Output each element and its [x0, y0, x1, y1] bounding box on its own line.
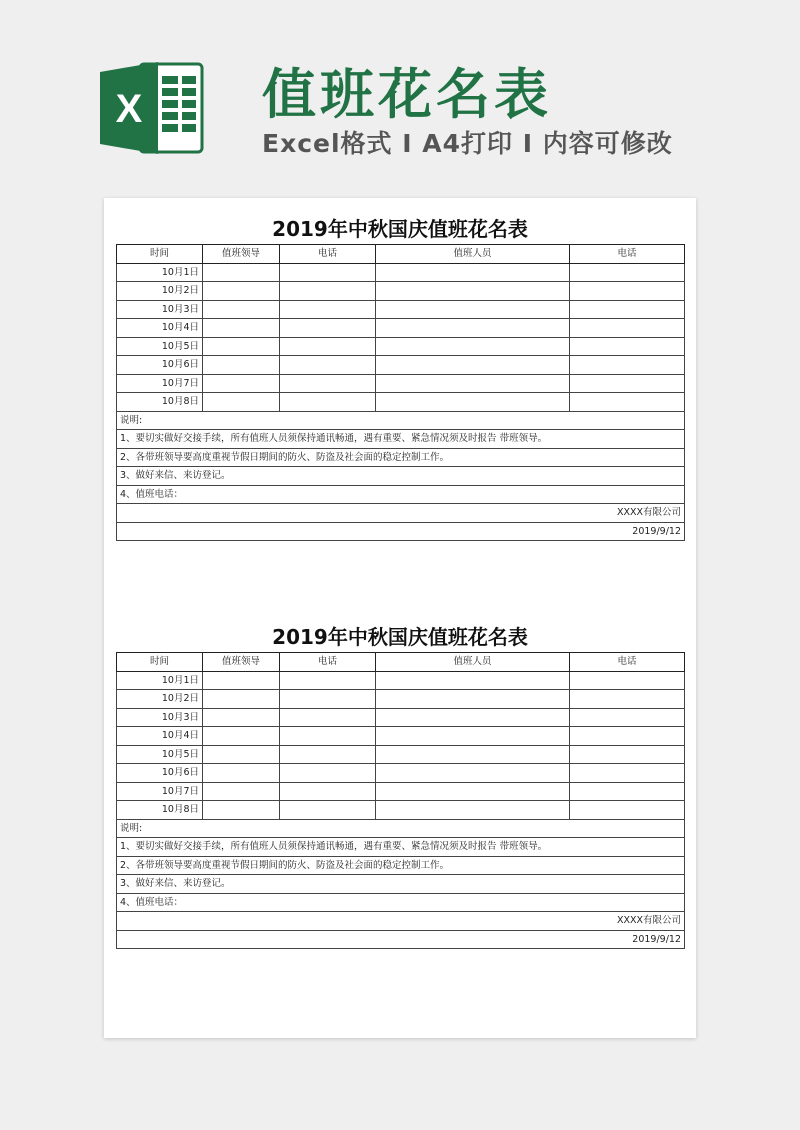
column-header: 值班领导: [203, 653, 280, 672]
excel-logo-icon: [100, 58, 204, 158]
logo-letter: X: [115, 87, 143, 131]
leader-phone-cell[interactable]: [280, 300, 376, 319]
note-row: [117, 838, 685, 857]
leader-cell[interactable]: [203, 319, 280, 338]
leader-cell[interactable]: [203, 374, 280, 393]
leader-phone-cell[interactable]: [280, 708, 376, 727]
leader-cell[interactable]: [203, 393, 280, 412]
date-cell: 10月8日: [117, 393, 203, 412]
date-cell: 10月3日: [117, 708, 203, 727]
column-header: 值班人员: [376, 653, 570, 672]
date-cell: 10月3日: [117, 300, 203, 319]
table-row: [117, 782, 685, 801]
note-text: 3、做好来信、来访登记。: [117, 467, 685, 486]
date-cell: 10月6日: [117, 764, 203, 783]
page-title: 值班花名表: [262, 63, 552, 126]
column-header: 值班领导: [203, 245, 280, 264]
note-row: [117, 875, 685, 894]
note-row: [117, 893, 685, 912]
staff-cell[interactable]: [376, 727, 570, 746]
staff-cell[interactable]: [376, 671, 570, 690]
note-text: 2、各带班领导要高度重视节假日期间的防火、防盗及社会面的稳定控制工作。: [117, 448, 685, 467]
leader-phone-cell[interactable]: [280, 690, 376, 709]
table-row: [117, 393, 685, 412]
staff-cell[interactable]: [376, 319, 570, 338]
date-row: [117, 522, 685, 541]
leader-phone-cell[interactable]: [280, 671, 376, 690]
staff-phone-cell[interactable]: [570, 764, 685, 783]
leader-cell[interactable]: [203, 690, 280, 709]
roster-table: [116, 652, 685, 949]
note-text: 4、值班电话：: [117, 893, 685, 912]
table-row: [117, 708, 685, 727]
header-row: [117, 653, 685, 672]
note-text: 说明:: [117, 411, 685, 430]
leader-cell[interactable]: [203, 337, 280, 356]
date-row: [117, 930, 685, 949]
company-row: [117, 504, 685, 523]
leader-phone-cell[interactable]: [280, 782, 376, 801]
column-header: 电话: [570, 245, 685, 264]
table-row: [117, 764, 685, 783]
leader-cell[interactable]: [203, 671, 280, 690]
company-name: XXXX有限公司: [117, 912, 685, 931]
table-row: [117, 337, 685, 356]
leader-cell[interactable]: [203, 300, 280, 319]
leader-phone-cell[interactable]: [280, 801, 376, 820]
column-header: 时间: [117, 653, 203, 672]
table-row: [117, 690, 685, 709]
note-row: [117, 430, 685, 449]
leader-cell[interactable]: [203, 764, 280, 783]
note-text: 1、要切实做好交接手续，所有值班人员须保持通讯畅通，遇有重要、紧急情况须及时报告 带班领导。: [117, 838, 685, 857]
staff-cell[interactable]: [376, 690, 570, 709]
header-row: [117, 245, 685, 264]
leader-cell[interactable]: [203, 282, 280, 301]
staff-cell[interactable]: [376, 300, 570, 319]
roster-sheet-1: [116, 198, 684, 541]
note-text: 说明:: [117, 819, 685, 838]
column-header: 电话: [280, 245, 376, 264]
staff-phone-cell[interactable]: [570, 801, 685, 820]
leader-phone-cell[interactable]: [280, 393, 376, 412]
leader-cell[interactable]: [203, 801, 280, 820]
column-header: 时间: [117, 245, 203, 264]
staff-phone-cell[interactable]: [570, 337, 685, 356]
staff-cell[interactable]: [376, 356, 570, 375]
staff-cell[interactable]: [376, 374, 570, 393]
staff-cell[interactable]: [376, 282, 570, 301]
table-row: [117, 356, 685, 375]
staff-phone-cell[interactable]: [570, 782, 685, 801]
staff-cell[interactable]: [376, 745, 570, 764]
column-header: 电话: [570, 653, 685, 672]
staff-cell[interactable]: [376, 801, 570, 820]
roster-table: [116, 244, 685, 541]
staff-phone-cell[interactable]: [570, 263, 685, 282]
note-row: [117, 467, 685, 486]
table-row: [117, 671, 685, 690]
page-subtitle: Excel格式 I A4打印 I 内容可修改: [262, 129, 673, 158]
note-row: [117, 485, 685, 504]
issue-date: 2019/9/12: [117, 522, 685, 541]
staff-phone-cell[interactable]: [570, 282, 685, 301]
staff-cell[interactable]: [376, 263, 570, 282]
leader-cell[interactable]: [203, 356, 280, 375]
staff-phone-cell[interactable]: [570, 708, 685, 727]
note-row: [117, 856, 685, 875]
staff-cell[interactable]: [376, 337, 570, 356]
note-text: 1、要切实做好交接手续，所有值班人员须保持通讯畅通，遇有重要、紧急情况须及时报告 带班领导。: [117, 430, 685, 449]
leader-cell[interactable]: [203, 745, 280, 764]
issue-date: 2019/9/12: [117, 930, 685, 949]
leader-phone-cell[interactable]: [280, 356, 376, 375]
table-row: [117, 727, 685, 746]
staff-phone-cell[interactable]: [570, 356, 685, 375]
date-cell: 10月2日: [117, 690, 203, 709]
leader-phone-cell[interactable]: [280, 764, 376, 783]
table-row: [117, 801, 685, 820]
staff-phone-cell[interactable]: [570, 393, 685, 412]
staff-phone-cell[interactable]: [570, 690, 685, 709]
leader-phone-cell[interactable]: [280, 727, 376, 746]
company-name: XXXX有限公司: [117, 504, 685, 523]
leader-phone-cell[interactable]: [280, 282, 376, 301]
document-page: [104, 198, 696, 1038]
date-cell: 10月4日: [117, 727, 203, 746]
date-cell: 10月7日: [117, 374, 203, 393]
leader-cell[interactable]: [203, 782, 280, 801]
table-row: [117, 282, 685, 301]
date-cell: 10月4日: [117, 319, 203, 338]
table-row: [117, 263, 685, 282]
staff-cell[interactable]: [376, 782, 570, 801]
note-row: [117, 448, 685, 467]
staff-cell[interactable]: [376, 393, 570, 412]
date-cell: 10月5日: [117, 337, 203, 356]
staff-phone-cell[interactable]: [570, 745, 685, 764]
date-cell: 10月7日: [117, 782, 203, 801]
leader-phone-cell[interactable]: [280, 374, 376, 393]
sheet-title: 2019年中秋国庆值班花名表: [272, 625, 528, 649]
table-row: [117, 374, 685, 393]
date-cell: 10月2日: [117, 282, 203, 301]
leader-cell[interactable]: [203, 263, 280, 282]
staff-phone-cell[interactable]: [570, 671, 685, 690]
note-text: 2、各带班领导要高度重视节假日期间的防火、防盗及社会面的稳定控制工作。: [117, 856, 685, 875]
company-row: [117, 912, 685, 931]
leader-phone-cell[interactable]: [280, 319, 376, 338]
leader-phone-cell[interactable]: [280, 745, 376, 764]
date-cell: 10月8日: [117, 801, 203, 820]
note-row: [117, 411, 685, 430]
note-text: 3、做好来信、来访登记。: [117, 875, 685, 894]
leader-cell[interactable]: [203, 708, 280, 727]
date-cell: 10月1日: [117, 263, 203, 282]
column-header: 电话: [280, 653, 376, 672]
staff-cell[interactable]: [376, 764, 570, 783]
date-cell: 10月1日: [117, 671, 203, 690]
banner: [0, 0, 800, 190]
table-row: [117, 319, 685, 338]
note-text: 4、值班电话：: [117, 485, 685, 504]
date-cell: 10月5日: [117, 745, 203, 764]
roster-sheet-2: [116, 606, 684, 949]
sheet-title: 2019年中秋国庆值班花名表: [272, 217, 528, 241]
note-row: [117, 819, 685, 838]
leader-phone-cell[interactable]: [280, 263, 376, 282]
column-header: 值班人员: [376, 245, 570, 264]
leader-phone-cell[interactable]: [280, 337, 376, 356]
date-cell: 10月6日: [117, 356, 203, 375]
staff-cell[interactable]: [376, 708, 570, 727]
staff-phone-cell[interactable]: [570, 319, 685, 338]
staff-phone-cell[interactable]: [570, 727, 685, 746]
staff-phone-cell[interactable]: [570, 374, 685, 393]
table-row: [117, 300, 685, 319]
leader-cell[interactable]: [203, 727, 280, 746]
table-row: [117, 745, 685, 764]
staff-phone-cell[interactable]: [570, 300, 685, 319]
